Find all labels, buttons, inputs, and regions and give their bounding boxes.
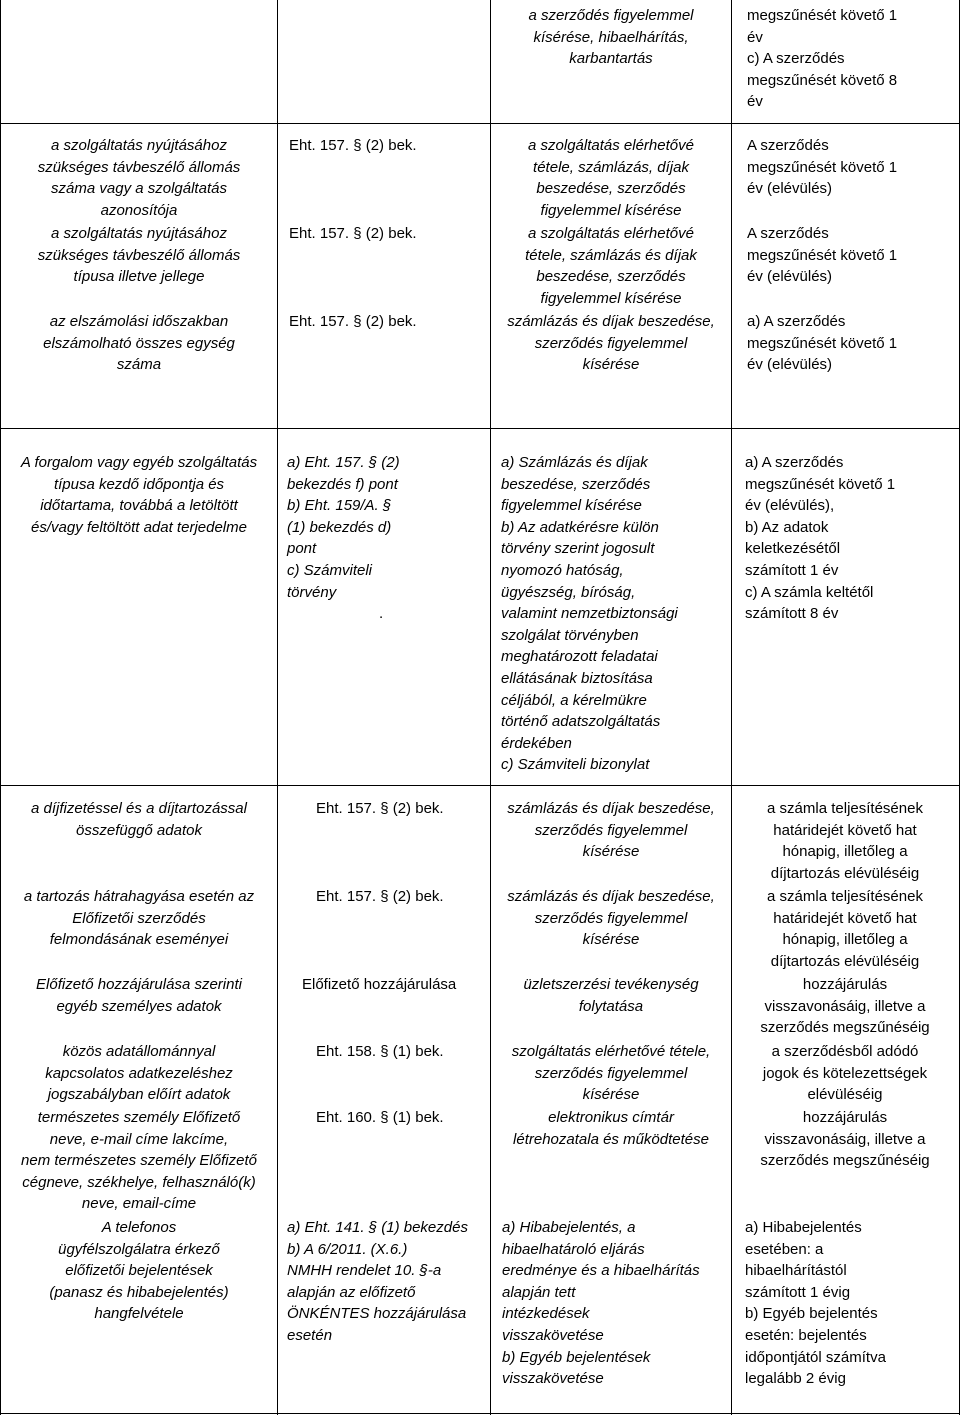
law-cell: Eht. 157. § (2) bek. (289, 313, 417, 330)
retention-cell: A szerződés megszűnését követő 1 év (elévülés) (747, 137, 898, 198)
retention-cell: a számla teljesítésének határidejét követő hat hónapig, illetőleg a díjtartozás elévüléséig (767, 800, 923, 882)
law-cell: Eht. 157. § (2) bek. (316, 888, 444, 905)
law-text: a) Eht. 157. § (2) bekezdés f) pont b) Eht. 159/A. § (1) bekezdés d) pont c) Számviteli törvény (287, 454, 400, 601)
data-cell: a tartozás hátrahagyása esetén az Előfizetői szerződés felmondásának eseményei (23, 888, 255, 949)
retention-cell: a) Hibabejelentés esetében: a hibaelhárítástól számított 1 évig b) Egyéb bejelentés esetén: bejelentés időpontjától számítva legalább 2 évig (745, 1219, 886, 1388)
purpose-cell: szolgáltatás elérhetővé tétele, szerződés figyelemmel kísérése (511, 1043, 711, 1104)
data-cell: a szolgáltatás nyújtásához szükséges távbeszélő állomás száma vagy a szolgáltatás azonosítója (37, 137, 241, 219)
table-border-bottom (1, 1413, 959, 1414)
data-cell: A forgalom vagy egyéb szolgáltatás típusa kezdő időpontja és időtartama, továbbá a letöltött és/vagy feltöltött adat terjedelme (20, 454, 258, 536)
purpose-cell: számlázás és díjak beszedése, szerződés figyelemmel kísérése (507, 800, 715, 861)
column-divider-3 (731, 0, 732, 1415)
law-cell: Előfizető hozzájárulása (302, 976, 457, 993)
purpose-cell: számlázás és díjak beszedése, szerződés figyelemmel kísérése (507, 313, 715, 374)
data-cell: közös adatállománnyal kapcsolatos adatkezeléshez jogszabályban előírt adatok (45, 1043, 233, 1104)
purpose-cell: a) Hibabejelentés, a hibaelhatároló eljárás eredménye és a hibaelhárítás alapján tett intézkedések visszakövetése b) Egyéb bejelentések visszakövetése (502, 1219, 700, 1388)
data-cell: A telefonos ügyfélszolgálatra érkező előfizetői bejelentések (panasz és hibabejelentés) hangfelvétele (49, 1219, 229, 1323)
law-cell: Eht. 160. § (1) bek. (316, 1109, 444, 1126)
block-divider-3 (1, 785, 959, 786)
law-cell: Eht. 157. § (2) bek. (316, 800, 444, 817)
retention-cell: a) A szerződés megszűnését követő 1 év (elévülés), b) Az adatok keletkezésétől számított 1 év c) A számla keltétől számított 8 év (745, 454, 896, 623)
retention-cell: a számla teljesítésének határidejét követő hat hónapig, illetőleg a díjtartozás elévüléséig (767, 888, 923, 970)
retention-cell: a szerződésből adódó jogok és kötelezettségek elévüléséig (762, 1043, 928, 1104)
purpose-cell: számlázás és díjak beszedése, szerződés figyelemmel kísérése (507, 888, 715, 949)
block-divider-2 (1, 428, 959, 429)
column-divider-1 (277, 0, 278, 1415)
block-divider-1 (1, 123, 959, 124)
data-cell: természetes személy Előfizető neve, e-mail címe lakcíme, nem természetes személy Előfizető cégneve, székhelye, felhasználó(k) neve, email-címe (21, 1109, 257, 1213)
purpose-cell: a) Számlázás és díjak beszedése, szerződés figyelemmel kísérése b) Az adatkérésre külön törvény szerint jogosult nyomozó hatóság, ügyészség, bíróság, valamint nemzetbiztonsági szolgálat törvényben meghatározott feladatai ellátásának biztosítása céljából, a kérelmükre történő adatszolgáltatás érdekében c) Számviteli bizonylat (501, 454, 678, 774)
law-cell: Eht. 157. § (2) bek. (289, 137, 417, 154)
law-dot: . (379, 605, 384, 623)
data-cell: a szolgáltatás nyújtásához szükséges távbeszélő állomás típusa illetve jellege (37, 225, 241, 286)
purpose-cell: a szolgáltatás elérhetővé tétele, számlázás és díjak beszedése, szerződés figyelemmel kísérése (525, 225, 697, 307)
data-cell: az elszámolási időszakban elszámolható összes egység száma (43, 313, 235, 374)
purpose-cell: a szolgáltatás elérhetővé tétele, számlázás, díjak beszedése, szerződés figyelemmel kísérése (528, 137, 694, 219)
law-cell: Eht. 157. § (2) bek. (289, 225, 417, 242)
retention-cell: a) A szerződés megszűnését követő 1 év (elévülés) (747, 313, 898, 374)
retention-cell: hozzájárulás visszavonásáig, illetve a szerződés megszűnéséig (760, 1109, 930, 1170)
purpose-cell: a szerződés figyelemmel kísérése, hibaelhárítás, karbantartás (528, 7, 694, 68)
data-cell: a díjfizetéssel és a díjtartozással összefüggő adatok (31, 800, 247, 839)
retention-cell: megszűnését követő 1 év c) A szerződés megszűnését követő 8 év (747, 7, 898, 111)
retention-cell: A szerződés megszűnését követő 1 év (elévülés) (747, 225, 898, 286)
data-cell: Előfizető hozzájárulása szerinti egyéb személyes adatok (36, 976, 242, 1015)
retention-cell: hozzájárulás visszavonásáig, illetve a szerződés megszűnéséig (760, 976, 930, 1037)
law-cell (287, 452, 489, 625)
purpose-cell: üzletszerzési tevékenység folytatása (523, 976, 699, 1015)
purpose-cell: elektronikus címtár létrehozatala és működtetése (513, 1109, 709, 1148)
law-cell: Eht. 158. § (1) bek. (316, 1043, 444, 1060)
law-cell: a) Eht. 141. § (1) bekezdés b) A 6/2011. (X.6.) NMHH rendelet 10. §-a alapján az előfizető ÖNKÉNTES hozzájárulása esetén (287, 1219, 468, 1344)
